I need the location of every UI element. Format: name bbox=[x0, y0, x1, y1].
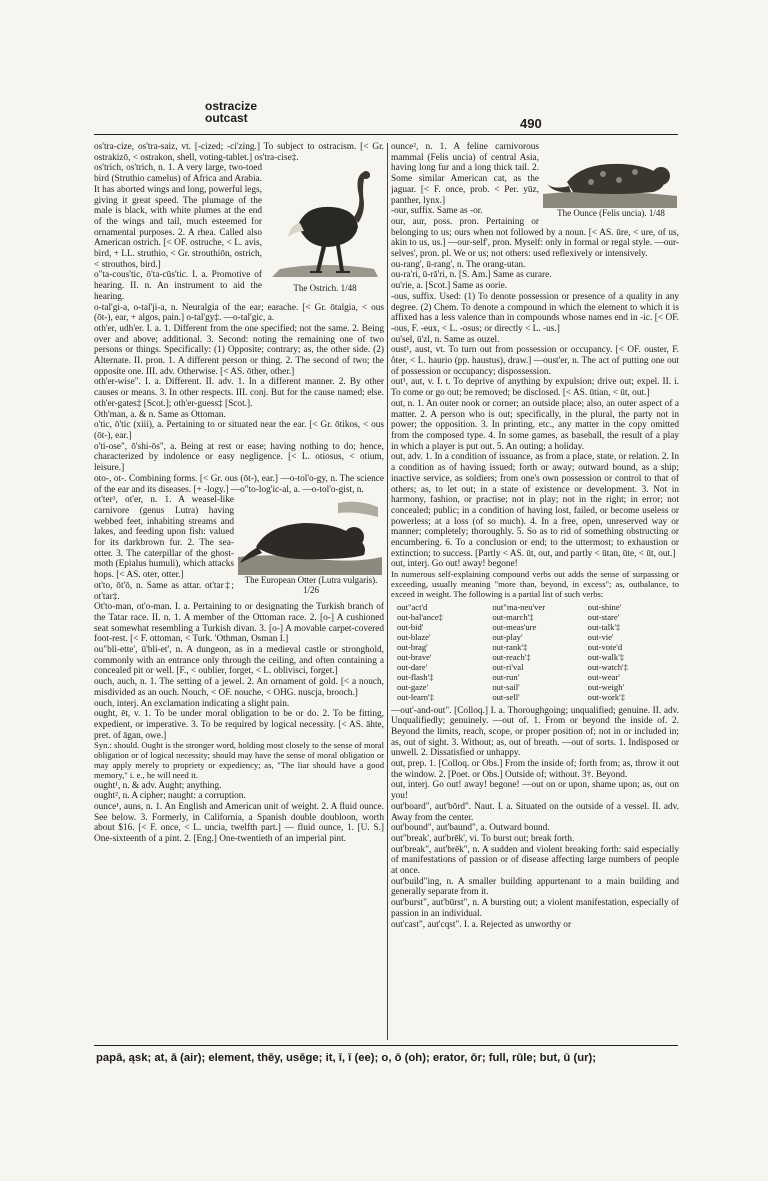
entry-ourari: ou-ra'ri, ū-rā'ri, n. [S. Am.] Same as curare. bbox=[391, 270, 552, 281]
entry-ought-verb: ought, ēt, v. 1. To be under moral obligation to be or do. 2. To be fitting, expedient, or imperative. 3. To be required by logical necessity. [< AS. āhte, pret. of āgan, owe.] bbox=[94, 709, 384, 741]
entry-out-interj-2: out, interj. Go out! away! begone! —out on or upon, shame upon; as, out on you! bbox=[391, 780, 679, 802]
list-item: out-bal'ance‡ bbox=[397, 611, 443, 622]
entry-outboard: out'board", aut'bōrd". Naut. I. a. Situated on the outside of a vessel. II. adv. Away from the center. bbox=[391, 801, 679, 823]
list-item: out-meas'ure bbox=[492, 621, 537, 632]
list-item: out-flash'‡ bbox=[397, 671, 434, 682]
entry-outbreak-noun: out'break", aut'brēk", n. A sudden and violent breaking forth: said especially of manifestations of passion or of disease affecting large numbers of people at once. bbox=[391, 844, 679, 877]
entry-out-adv: out, adv. 1. In a condition of issuance, as from a place, state, or relation. 2. In a condition as of having issued; forth or away; outward bound, as a ship; inactive service, as soldiers; from one's own possession or control to that of others; as, to let out; in a state of existence or development. 3. Not in harmony, fashion, or practise; not in play; not in the right; in error; not concealed; public; in a condition of having lost, failed, or become useless or powerless; at a loss (of so much). 4. In a free, open, unreserved way or manner; completely; thoroughly. 5. So as to rid of something obstructing or encumbering. 6. To a conclusion or end; to the uttermost; to exhaustion or extinction; to success. [Partly < AS. ūt, out, and partly < ūtan, ūte, < ūt, out.] bbox=[391, 452, 679, 559]
ostrich-caption: The Ostrich. 1/48 bbox=[293, 283, 357, 294]
list-item: out-gaze' bbox=[397, 681, 429, 692]
entry-ous-suffix: -ous, suffix. Used: (1) To denote possession or presence of a quality in any degree. (2) Chem. To denote a compound in which the element to which it is affixed has a less valence than in compounds whose names end in -ic. [< OF. -ous, F. -eux, < L. -osus; or directly < L. -us.] bbox=[391, 291, 679, 334]
entry-ostrich: os'trich, os'trich, n. 1. A very large, two-toed bird (Struthio camelus) of Africa and Arabia. It has aborted wings and long, powerful legs, giving it great speed. The plumage of the male is black, with white plumes at the end of the wings and tail, much esteemed for ornamental purposes. 2. A rhea. Called also American ostrich. [< OF. ostruche, < L. avis, bird, + LL. struthio, < Gr. strouthíōn, ostrich, < strouthos, bird.] bbox=[94, 163, 262, 270]
list-item: out-learn'‡ bbox=[397, 691, 434, 702]
entry-outbound: out'bound", aut'baund", a. Outward bound. bbox=[391, 823, 550, 834]
entry-ouch-noun: ouch, auch, n. 1. The setting of a jewel. 2. An ornament of gold. [< a nouch, misdivided as an ouch. Nouch, < OF. nouche, < OHG. nuscja, brooch.] bbox=[94, 677, 384, 698]
entry-otacoustic: o"ta-cous'tic, ō'ta-cūs'tic. I. a. Promotive of hearing. II. n. An instrument to aid the hearing. bbox=[94, 270, 262, 302]
entry-oust: oust¹, aust, vt. To turn out from possession or occupancy. [< OF. ouster, F. ôter, < L. haurio (pp. haustus), draw.] —oust'er, n. The act of putting one out of possession or occupancy; dispossession. bbox=[391, 345, 679, 377]
entry-ought-1: ought¹, n. & adv. Aught; anything. bbox=[94, 780, 222, 791]
entry-ought-2: ought², n. A cipher; naught: a corruption. bbox=[94, 791, 246, 802]
entry-our-suffix: -our, suffix. Same as -or. bbox=[391, 206, 483, 217]
list-item: out-wear' bbox=[587, 671, 620, 682]
entry-ounce-1: ounce¹, auns, n. 1. An English and American unit of weight. 2. A fluid ounce. See below. 3. Formerly, in California, a Spanish double doubloon, worth about $16. [< F. once, < L. uncia, twelfth part.] — fluid ounce, 1. [U. S.] One-sixteenth of a pint. 2. [Eng.] One-twentieth of an imperial pint. bbox=[94, 801, 384, 845]
entry-oubliette: ou"bli-ette', ū'bli-et', n. A dungeon, as in a medieval castle or stronghold, commonly with an entrance only through the ceiling, and often containing a concealed pit or well. [F., < oublier, forget, < L. oblivisci, forget.] bbox=[94, 645, 384, 677]
entry-otto: ot'to, ōt'ō, n. Same as attar. ot'tar‡; ot'tar‡. bbox=[94, 580, 234, 602]
ostrich-illustration bbox=[266, 165, 382, 283]
ounce-figure bbox=[543, 144, 679, 218]
compound-word-list bbox=[397, 602, 679, 702]
list-item: out-run' bbox=[492, 671, 520, 682]
entry-outcast: out'cast", aut'cqst". I. a. Rejected as unworthy or bbox=[391, 919, 572, 930]
entry-otter: ot'ter¹, ot'er, n. 1. A weasel-like carnivore (genus Lutra) having webbed feet, inhabiting streams and lakes, and feeding upon fish: valued for its darkbrown fur. 2. The sea-otter. 3. The caterpillar of the ghost-moth (Epialus humuli), which attacks hops. [< AS. oter, otter.] bbox=[94, 495, 234, 581]
list-item: out-walk'‡ bbox=[587, 651, 625, 662]
entry-other: oth'er, udh'er. I. a. 1. Different from the one specified; not the same. 2. Being over and above; additional. 3. Second: noting the remaining one of two persons or things. Specifically: (1) Opposite; contrary; as, the other side. (2) Alternate. II. pron. 1. A different person or thing. 2. The second of two; the opposite one. III. adv. Otherwise. [< AS. ōther, other.] bbox=[94, 323, 384, 377]
entry-outbuilding: out'build"ing, n. A smaller building appurtenant to a main building and generally separate from it. bbox=[391, 876, 679, 898]
list-item: out-watch'‡ bbox=[587, 661, 628, 672]
entry-outburst: out'burst", aut'būrst", n. A bursting out; a violent manifestation, especially of passion in an individual. bbox=[391, 898, 679, 919]
list-item: out-vie' bbox=[587, 631, 614, 642]
entry-oto: oto-, ot-. Combining forms. [< Gr. ous (ōt-), ear.] —o-tol'o-gy, n. The science of the ear and its diseases. [+ -logy.] —o"to-log'ic-al, a. —o-tol'o-gist, n. bbox=[94, 473, 384, 495]
entry-ought-syn: Syn.: should. Ought is the stronger word, holding most closely to the sense of moral obligation or of logical necessity; should may have the sense of moral obligation or may apply merely to propriety or expediency; as, "The liar should have a good memory," i. e., he will need it. bbox=[94, 740, 384, 780]
list-item: out-stare' bbox=[587, 611, 620, 622]
column-divider bbox=[387, 143, 388, 1040]
entry-otalgia: o-tal'gi-a, o-tal'ji-a, n. Neuralgia of the ear; earache. [< Gr. ōtalgia, < ous (ōt-), ear, + algos, pain.] o-tal'gy‡. —o-tal'gic, a. bbox=[94, 302, 384, 324]
list-item: out-ri'val bbox=[492, 661, 524, 672]
list-item: out-dare' bbox=[397, 661, 428, 672]
list-item: out-sell' bbox=[492, 691, 520, 702]
list-item: out-work'‡ bbox=[587, 691, 626, 702]
entry-otherwise: oth'er-wise". I. a. Different. II. adv. 1. In a different manner. 2. By other causes or means. 3. In other respects. III. conj. But for the cause named; else. oth'er-gates‡ [Scot.]; oth'er-guess‡ [Scot.]. bbox=[94, 377, 384, 409]
guide-word-last: outcast bbox=[205, 111, 248, 125]
entry-ousel: ou'sel, ū'zl, n. Same as ouzel. bbox=[391, 334, 500, 345]
list-item: out-brave' bbox=[397, 651, 432, 662]
entry-our: our, aur, poss. pron. Pertaining or belonging to us; ours when not followed by a noun. [< AS. ūre, < ure, of us, akin to us, us.] —our-self', pron. Myself: only in formal or regal style. —our-selves', pron. pl. We or us; not others: used reflexively or intensively. bbox=[391, 216, 679, 260]
pronunciation-key: papā, ąsk; at, ā (air); element, thēy, usēge; it, ī, ī (ee); o, ō (oh); erator, ōr; full, rūle; but, ū (ur); bbox=[96, 1052, 597, 1064]
page-number: 490 bbox=[520, 116, 542, 131]
entry-ourie: ou'rie, a. [Scot.] Same as oorie. bbox=[391, 281, 508, 292]
entry-out-interj: out, interj. Go out! away! begone! bbox=[391, 559, 518, 570]
list-item: out"ma-neu'ver bbox=[492, 601, 546, 612]
entry-otic: o'tic, ō'tic (xiii), a. Pertaining to or situated near the ear. [< Gr. ōtikos, < ous (ōt-), ear.] bbox=[94, 420, 384, 441]
list-item: out-talk'‡ bbox=[587, 621, 621, 632]
entry-ouch-interj: ouch, interj. An exclamation indicating a slight pain. bbox=[94, 698, 290, 709]
entry-ostracize: os'tra-cize, os'tra-saiz, vt. [-cized; -ci'zing.] To subject to ostracism. [< Gr. ostrakizō, < ostrakon, shell, voting-tablet.] os'tra-cise‡. bbox=[94, 142, 384, 163]
otter-illustration bbox=[238, 497, 382, 575]
entry-ounce-2: ounce², n. 1. A feline carnivorous mammal (Felis uncia) of central Asia, having long fur and a long thick tail. 2. Some similar American cat, as the jaguar. [< F. once, prob. < Per. yūz, panther, lynx.] bbox=[391, 142, 539, 206]
list-item: out-vote'd bbox=[587, 641, 623, 652]
entry-out-verb: out¹, aut, v. I. t. To deprive of anything by expulsion; drive out; expel. II. i. To come or go out; be removed; be disclosed. [< AS. ūtian, < ūt, out.] bbox=[391, 377, 679, 399]
footer-rule bbox=[94, 1045, 678, 1046]
entry-out-prep: out, prep. 1. [Colloq. or Obs.] From the inside of; forth from; as, throw it out the window. 2. [Poet. or Obs.] Outside of; without. 3†. Beyond. bbox=[391, 759, 679, 780]
list-item: out-rank'‡ bbox=[492, 641, 528, 652]
ounce-caption: The Ounce (Felis uncia). 1/48 bbox=[557, 208, 665, 218]
list-item: out-brag' bbox=[397, 641, 428, 652]
entry-out-compounds-note: In numerous self-explaining compound verbs out adds the sense of surpassing or exceeding, usually meaning "more than, beyond, in excess"; as, outbalance, to exceed in weight. The following is a partial list of such verbs: bbox=[391, 569, 679, 599]
list-item: out-march'‡ bbox=[492, 611, 534, 622]
entry-out-and-out: —out'-and-out". [Colloq.] I. a. Thoroughgoing; unqualified; genuine. II. adv. Unqualifiedly; genuinely. —out of. 1. From or beyond the inside of. 2. Beyond the limits, reach, scope, or proper position of; not in or included in; as, out of sight. 3. Without; as, out of breath. —out of sorts. 1. Indisposed or unwell. 2. Dissatisfied or unhappy. bbox=[391, 705, 679, 759]
otter-caption: The European Otter (Lutra vulgaris). 1/26 bbox=[244, 575, 378, 596]
list-item: out-bid' bbox=[397, 621, 424, 632]
entry-othman: Oth'man, a. & n. Same as Ottoman. bbox=[94, 409, 226, 420]
list-item: out-reach'‡ bbox=[492, 651, 531, 662]
left-column bbox=[94, 142, 384, 1042]
entry-otiose: o'ti-ose", ō'shi-ōs", a. Being at rest or ease; having nothing to do; hence, characterized by indolence or easy negligence. [< L. otiosus, < otium, leisure.] bbox=[94, 441, 384, 474]
entry-outbreak-verb: out"break', aut'brēk', vi. To burst out; break forth. bbox=[391, 833, 575, 844]
header-rule bbox=[94, 134, 678, 135]
list-item: out-sail' bbox=[492, 681, 520, 692]
list-item: out-blaze' bbox=[397, 631, 431, 642]
entry-out-noun: out, n. 1. An outer nook or corner; an outside place; also, an outer aspect of a matter. 2. A person who is out; specifically, in the plural, the party not in power; the opposition. 3. In printing, etc., any matter in the copy omitted from the composed type. 4. In some games, as baseball, the result of a play in which a player is put out. 5. An outing; a holiday. bbox=[391, 398, 679, 452]
otter-figure bbox=[238, 497, 384, 595]
entry-ourang: ou-rang', ū-rang', n. The orang-utan. bbox=[391, 259, 526, 270]
ostrich-figure bbox=[266, 165, 384, 293]
list-item: out"act'd bbox=[397, 601, 428, 612]
list-item: out-weigh' bbox=[587, 681, 625, 692]
right-column bbox=[391, 142, 679, 1042]
ounce-illustration bbox=[543, 144, 677, 208]
guide-words bbox=[205, 100, 257, 124]
guide-word-first: ostracize bbox=[205, 99, 258, 113]
entry-ottoman: Ot'to-man, ot'o-man. I. a. Pertaining to or designating the Turkish branch of the Tatar race. II. n. 1. A member of the Ottoman race. 2. [o-] A cushioned seat somewhat resembling a Turkish divan. 3. [o-] A movable carpet-covered foot-rest. [< F. ottoman, < Turk. 'Othman, Osman I.] bbox=[94, 602, 384, 645]
list-item: out-play' bbox=[492, 631, 523, 642]
list-item: out-shine' bbox=[587, 601, 622, 612]
